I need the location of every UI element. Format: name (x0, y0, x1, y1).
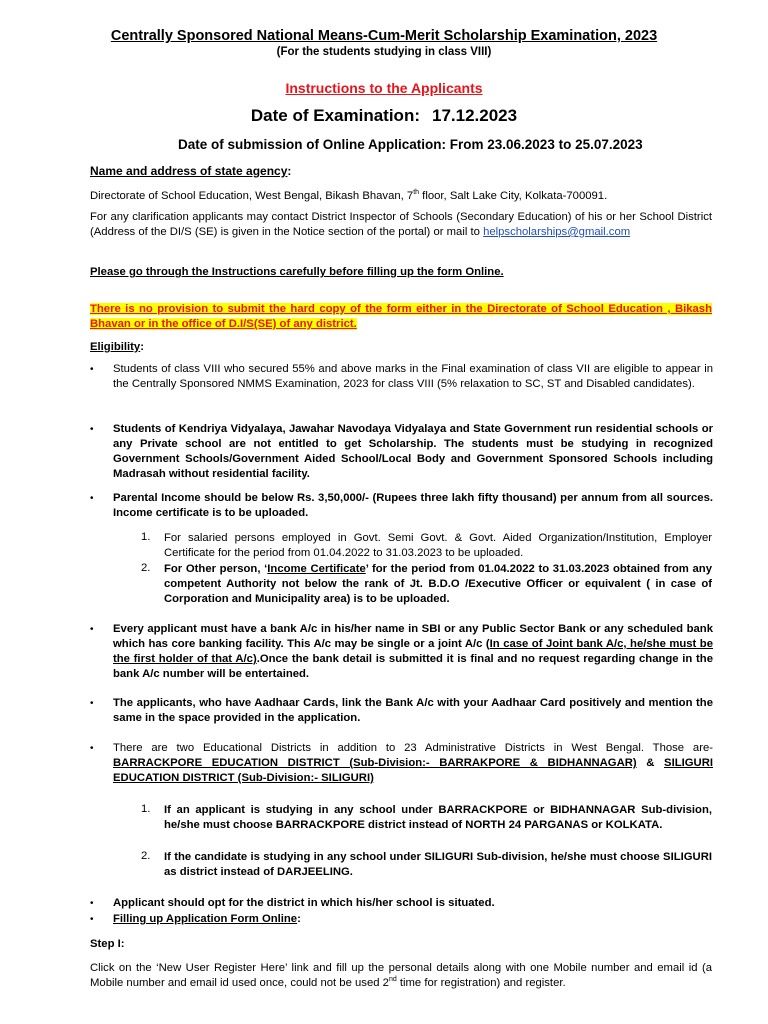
eligibility-districts: There are two Educational Districts in addition to 23 Administrative Districts in West Bengal. Those are- BARRACKPORE EDUCATION DISTRICT (Sub-Division:- BARRAKPORE & BIDHANNAGAR) & SILIGURI EDUCATION DISTRICT (Sub-Division:- SILIGURI) (113, 742, 713, 784)
bullet-marker: • (90, 493, 94, 504)
filling-form-heading: Filling up Application Form Online: (113, 913, 301, 925)
agency-heading: Name and address of state agency: (90, 164, 292, 178)
bullet-marker: • (90, 898, 94, 909)
eligibility-district-choice: Applicant should opt for the district in which his/her school is situated. (113, 897, 495, 909)
document-title: Centrally Sponsored National Means-Cum-Merit Scholarship Examination, 2023 (110, 28, 658, 44)
eligibility-heading: Eligibility: (90, 341, 144, 353)
help-email-link[interactable]: helpscholarships@gmail.com (483, 226, 631, 238)
list-number: 2. (141, 850, 151, 862)
agency-address: Directorate of School Education, West Bengal, Bikash Bhavan, 7th floor, Salt Lake City, Kolkata-700091. (90, 189, 608, 202)
please-read-note: Please go through the Instructions carefully before filling up the form Online. (90, 266, 504, 278)
list-number: 2. (141, 562, 151, 574)
eligibility-income: Parental Income should be below Rs. 3,50,000/- (Rupees three lakh fifty thousand) per annum from all sources. Income certificate is to be uploaded. (113, 492, 713, 519)
bullet-marker: • (90, 743, 94, 754)
bullet-marker: • (90, 914, 94, 925)
instructions-heading: Instructions to the Applicants (285, 80, 483, 96)
eligibility-aadhaar: The applicants, who have Aadhaar Cards, link the Bank A/c with your Aadhaar Card positively and mention the same in the space provided in the application. (113, 697, 713, 724)
eligibility-schools: Students of Kendriya Vidyalaya, Jawahar Navodaya Vidyalaya and State Government run residential schools or any Private school are not entitled to get Scholarship. The students must be studying in recognized Government Schools/Government Aided School/Local Body and Government Sponsored Schools including Madrasah without residential facility. (113, 423, 713, 480)
eligibility-marks: Students of class VIII who secured 55% and above marks in the Final examination of class VII are eligible to appear in the Centrally Sponsored NMMS Examination, 2023 for class VIII (5% relaxation to SC, ST and Disabled candidates). (113, 363, 713, 390)
barrackpore-rule: If an applicant is studying in any school under BARRACKPORE or BIDHANNAGAR Sub-division, he/she must choose BARRACKPORE district instead of NORTH 24 PARGANAS or KOLKATA. (164, 804, 712, 831)
siliguri-rule: If the candidate is studying in any school under SILIGURI Sub-division, he/she must choose SILIGURI as district instead of DARJEELING. (164, 851, 712, 878)
no-hard-copy-warning: There is no provision to submit the hard copy of the form either in the Directorate of School Education , Bikash Bhavan or in the office of D.I/S(SE) of any district. (90, 303, 712, 330)
eligibility-bank: Every applicant must have a bank A/c in his/her name in SBI or any Public Sector Bank or any scheduled bank which has core banking facility. This A/c may be single or a joint A/c (In case of Joint bank A/c, he/she must be the first holder of that A/c).Once the bank detail is submitted it is final and no request regarding change in the bank A/c number will be entertained. (113, 623, 713, 680)
submission-dates: Date of submission of Online Application: From 23.06.2023 to 25.07.2023 (178, 137, 643, 152)
bullet-marker: • (90, 624, 94, 635)
bullet-marker: • (90, 424, 94, 435)
document-subtitle: (For the students studying in class VIII) (276, 46, 492, 58)
exam-date (0, 106, 768, 126)
income-other: For Other person, ‘Income Certificate’ for the period from 01.04.2022 to 31.03.2023 obtained from any competent Authority not below the rank of Jt. B.D.O /Executive Officer or equivalent ( in case of Corporation and Municipality area) is to be uploaded. (164, 563, 712, 605)
step-label: Step I: (90, 938, 125, 950)
list-number: 1. (141, 531, 151, 543)
bullet-marker: • (90, 698, 94, 709)
exam-date-label: Date of Examination: (250, 106, 420, 125)
income-salaried: For salaried persons employed in Govt. Semi Govt. & Govt. Aided Organization/Institution, Employer Certificate for the period from 01.04.2022 to 31.03.2023 to be uploaded. (164, 532, 712, 559)
clarification-paragraph: For any clarification applicants may contact District Inspector of Schools (Secondary Education) of his or her School District (Address of the DI/S (SE) is given in the Notice section of the portal) or mail to helpscholarships@gmail.com (90, 211, 712, 238)
step-one-text: Click on the ‘New User Register Here’ link and fill up the personal details along with one Mobile number and email id (a Mobile number and email id used once, could not be used 2nd time for registration) and register. (90, 962, 712, 989)
list-number: 1. (141, 803, 151, 815)
bullet-marker: • (90, 364, 94, 375)
exam-date-value: 17.12.2023 (432, 106, 518, 125)
